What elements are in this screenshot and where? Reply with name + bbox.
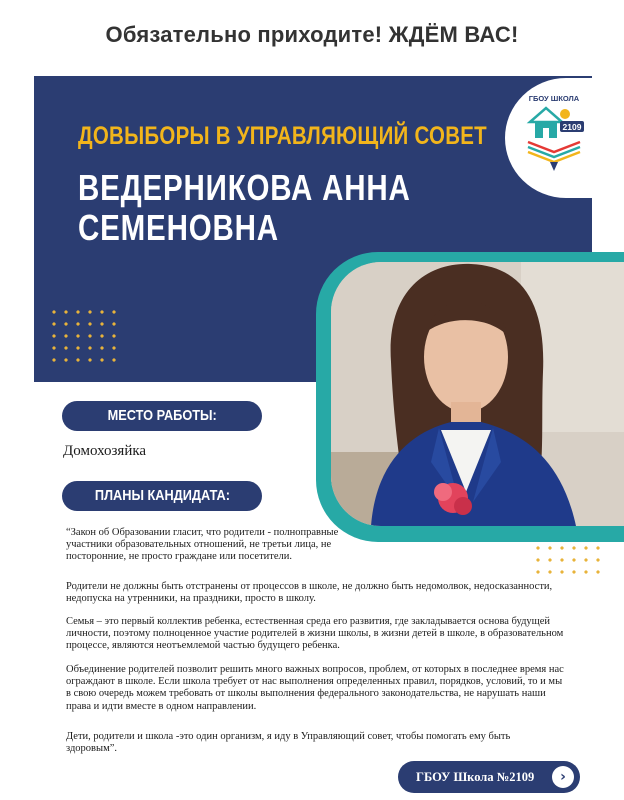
school-link-label: ГБОУ Школа №2109 — [416, 770, 535, 784]
plans-paragraph-4: Дети, родители и школа -это один организм, я иду в Управляющий совет, чтобы помогать ему быть здоровым”. — [66, 731, 511, 755]
workplace-value: Домохозяйка — [63, 443, 147, 459]
banner-title: ДОВЫБОРЫ В УПРАВЛЯЮЩИЙ СОВЕТ — [78, 122, 487, 150]
plans-quote: “Закон об Образовании гласит, что родители - полноправные участники образовательных отношений, не третьи лица, не посторонние, не просто граждане или посетители. — [66, 527, 339, 563]
logo-number: 2109 — [562, 122, 582, 132]
plans-label-pill — [62, 481, 262, 511]
plans-paragraph-1: Родители не должны быть отстранены от процессов в школе, не должно быть недомолвок, недосказанности, недопуска на утренники, на праздники, просто в школу. — [66, 581, 553, 605]
candidate-name-line1: ВЕДЕРНИКОВА АННА — [78, 167, 411, 208]
plans-paragraph-2: Семья – это первый коллектив ребенка, естественная среда его развития, где закладывается основа будущей личности, поэтому полноценное участие родителей в жизни школы, в жизни детей в школе, в образовательном процессе, являются неотъемлемой частью будущего ребенка. — [66, 616, 564, 652]
school-logo — [522, 92, 586, 172]
workplace-label-pill — [62, 401, 262, 431]
decor-dots-left — [48, 306, 116, 366]
logo-text: ГБОУ ШКОЛА — [528, 94, 580, 103]
plans-paragraph-3: Объединение родителей позволит решить много важных вопросов, проблем, от которых в последнее время нас ограждают в школе. Если школа требует от нас выполнения определенных правил, порядков, условий, то и мы в свою очередь можем требовать от школы выполнения федерального законодательства, не нарушать наши права и идти вместе в одном направлении. — [66, 664, 564, 712]
candidate-photo — [331, 262, 624, 526]
workplace-label: МЕСТО РАБОТЫ: — [107, 407, 217, 424]
chevron-right-icon: › — [552, 766, 574, 788]
headline: Обязательно приходите! ЖДЁМ ВАС! — [105, 22, 519, 47]
candidate-name — [78, 168, 411, 248]
candidate-name-line2: СЕМЕНОВНА — [78, 207, 279, 248]
plans-label: ПЛАНЫ КАНДИДАТА: — [94, 487, 230, 504]
school-link-button[interactable] — [398, 761, 580, 793]
